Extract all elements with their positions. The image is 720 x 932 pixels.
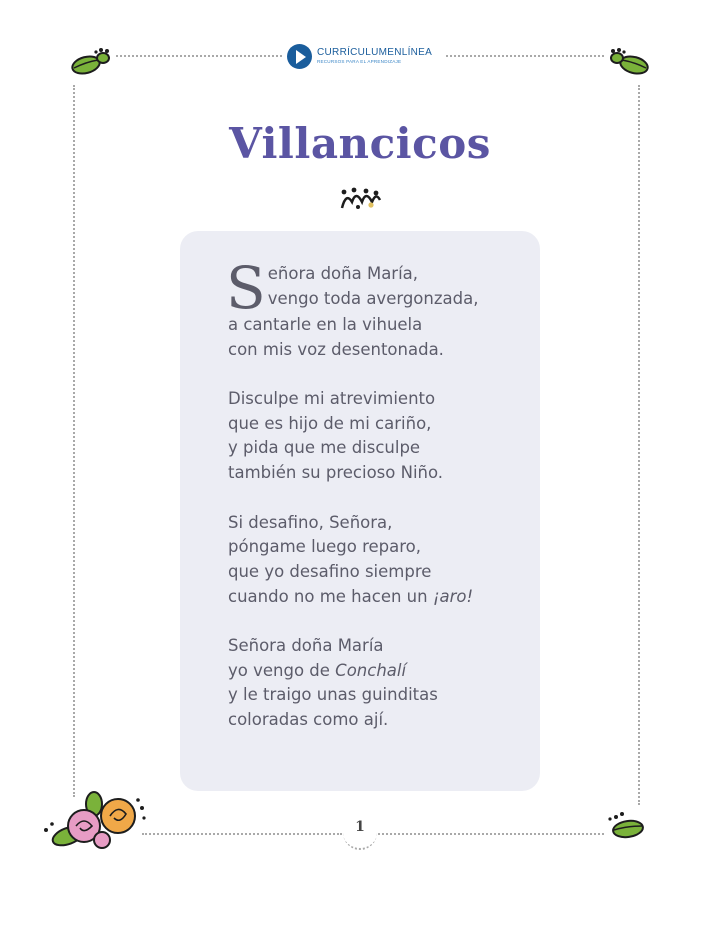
logo-wordmark xyxy=(317,47,432,58)
poem-line: que yo desafino siempre xyxy=(228,561,432,581)
stanza-2 xyxy=(228,387,528,486)
poem-line-mixed xyxy=(228,659,528,684)
poem-line: eñora doña María, xyxy=(267,264,419,283)
stanza-3 xyxy=(228,511,528,610)
poem-line: vengo toda avergonzada, xyxy=(267,288,479,308)
page-number-arc xyxy=(343,832,377,850)
stanza-4 xyxy=(228,634,528,733)
frame-top-right-line xyxy=(446,55,604,57)
curriculum-en-linea-logo[interactable] xyxy=(287,44,437,70)
leaf-sprig-icon xyxy=(608,46,650,78)
poem-line: Señora doña María xyxy=(228,635,384,655)
page-number: 1 xyxy=(355,819,365,835)
poem-line-text: yo vengo de xyxy=(228,660,336,680)
poem-line: coloradas como ají. xyxy=(228,710,389,729)
poem-italic-word: ¡aro! xyxy=(432,586,474,606)
frame-right-line xyxy=(638,85,640,805)
poem-italic-word: Conchalí xyxy=(335,660,407,680)
logo-word-2: ENLÍNEA xyxy=(387,47,433,58)
poem-line: y pida que me disculpe xyxy=(228,438,421,458)
stanza-1 xyxy=(226,254,528,362)
logo-word-1: CURRÍCULUM xyxy=(317,47,388,58)
frame-top-left-line xyxy=(116,55,282,57)
leaf-sprig-icon xyxy=(604,810,648,842)
poem-line: con mis voz desentonada. xyxy=(228,339,444,359)
poem-line: Si desafino, Señora, xyxy=(228,512,393,532)
flower-bouquet-icon xyxy=(40,790,150,852)
frame-left-line xyxy=(73,85,75,797)
frame-bottom-left-line xyxy=(142,833,342,835)
poem-line: también su precioso Niño. xyxy=(228,463,444,483)
page-title: Villancicos xyxy=(229,119,491,168)
leaf-sprig-icon xyxy=(70,46,112,78)
poem-line-mixed xyxy=(228,585,528,610)
drop-cap: S xyxy=(226,254,266,322)
poem-line: y le traigo unas guinditas xyxy=(228,685,438,705)
play-arrow-icon xyxy=(287,44,312,69)
poem-line: que es hijo de mi cariño, xyxy=(228,413,432,433)
poem-text xyxy=(226,254,528,757)
flourish-ornament-icon xyxy=(338,186,382,212)
poem-line-text: cuando no me hacen un xyxy=(228,586,433,606)
poem-line: a cantarle en la vihuela xyxy=(228,315,423,334)
logo-tagline: RECURSOS PARA EL APRENDIZAJE xyxy=(317,59,402,64)
poem-line: póngame luego reparo, xyxy=(228,537,422,557)
frame-bottom-right-line xyxy=(378,833,604,835)
poem-line: Disculpe mi atrevimiento xyxy=(228,389,436,409)
